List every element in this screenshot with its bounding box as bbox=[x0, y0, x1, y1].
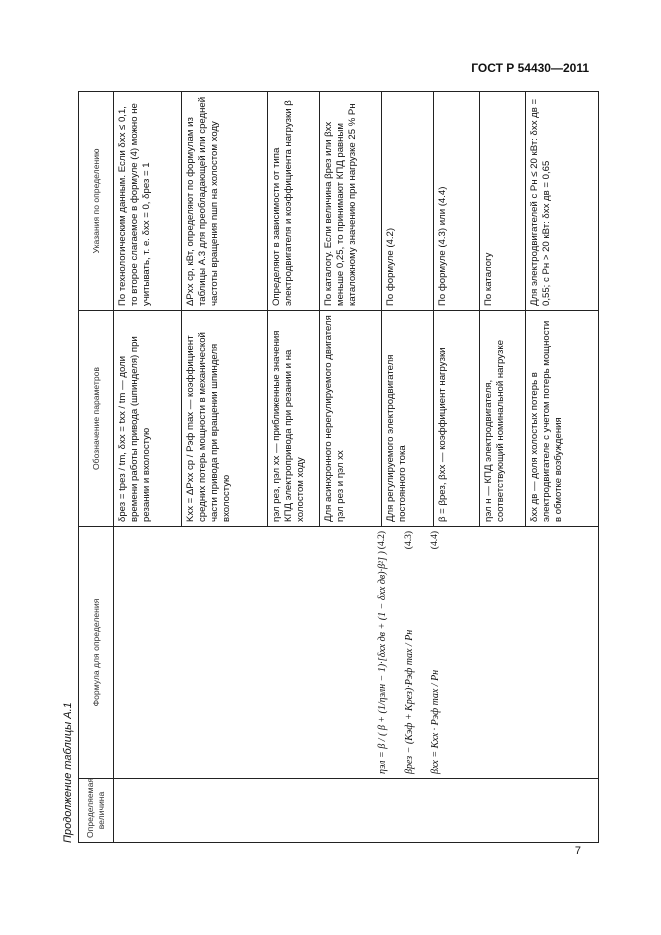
formula-row bbox=[404, 531, 417, 774]
formula-number: (4.4) bbox=[430, 531, 441, 550]
formula-cell bbox=[114, 527, 599, 779]
formula-number: (4.2) bbox=[377, 531, 388, 550]
formula-number: (4.3) bbox=[403, 531, 414, 550]
param-cell: Kхх = ΔPхх ср / Pэф max — коэффициент средних потерь мощности в механической части привода при вращении шпинделя вхолостую bbox=[182, 311, 268, 527]
quantity-cell bbox=[114, 779, 599, 843]
note-cell: По технологическим данным. Если δхх ≤ 0,1, то второе слагаемое в формуле (4) можно не учитывать, т. е. δхх = 0, δрез = 1 bbox=[114, 92, 182, 311]
note-cell: По каталогу. Если величина βрез или βхх меньше 0,25, то принимают КПД равным каталожному значению при нагрузке 25 % Pн bbox=[320, 92, 382, 311]
col-header-parameters: Обозначение параметров bbox=[79, 311, 114, 527]
page-number: 7 bbox=[574, 845, 581, 857]
table-header-row bbox=[79, 92, 114, 843]
param-cell: δхх дв — доля холостых потерь в электродвигателе с учетом потерь мощности в обмотке возбуждения bbox=[526, 311, 599, 527]
formula-row bbox=[377, 531, 390, 774]
table-caption: Продолжение таблицы А.1 bbox=[62, 702, 74, 843]
param-cell: ηэл рез, ηэл хх — приближенные значения КПД электропривода при резании и на холостом ходу bbox=[268, 311, 320, 527]
formula-row bbox=[430, 531, 443, 774]
formula-text: ηэл = β / ( β + (1/ηэлн − 1)·[δхх дв + (1 − δхх дв)·β²] ) bbox=[377, 551, 388, 774]
note-cell: По формуле (4.3) или (4.4) bbox=[434, 92, 480, 311]
table-row bbox=[114, 92, 182, 843]
param-cell: ηэл н — КПД электродвигателя, соответствующий номинальной нагрузке bbox=[480, 311, 526, 527]
note-cell: По каталогу bbox=[480, 92, 526, 311]
param-cell: β = βрез, βхх — коэффициент нагрузки bbox=[434, 311, 480, 527]
note-cell: Определяют в зависимости от типа электродвигателя и коэффициента нагрузки β bbox=[268, 92, 320, 311]
note-cell: ΔPхх ср, кВт, определяют по формулам из таблицы А.3 для преобладающей или средней частоты вращения nшп на холостом ходу bbox=[182, 92, 268, 311]
continuation-table bbox=[78, 91, 599, 843]
param-cell: δрез = tрез / tm, δхх = tхх / tm — доли времени работы привода (шпинделя) при резании и вхолостую bbox=[114, 311, 182, 527]
param-cell: Для асинхронного нерегулируемого двигателя ηэл рез и ηэл хх bbox=[320, 311, 382, 527]
col-header-formula: Формула для определения bbox=[79, 527, 114, 779]
note-cell: По формуле (4.2) bbox=[382, 92, 434, 311]
formula-text: βхх = Kхх · Pэф max / Pн bbox=[430, 669, 441, 774]
formula-text: βрез − (Kэф + Kрез)·Pэф max / Pн bbox=[403, 629, 415, 774]
col-header-quantity: Определяемая величина bbox=[79, 779, 114, 843]
rotated-table-block bbox=[62, 92, 599, 843]
col-header-instructions: Указания по определению bbox=[79, 92, 114, 311]
param-cell: Для регулируемого электродвигателя постоянного тока bbox=[382, 311, 434, 527]
note-cell: Для электродвигателей с Pн ≤ 20 кВт: δхх дв = 0,55; с Pн > 20 кВт: δхх дв = 0,65 bbox=[526, 92, 599, 311]
document-header: ГОСТ Р 54430—2011 bbox=[471, 61, 589, 75]
